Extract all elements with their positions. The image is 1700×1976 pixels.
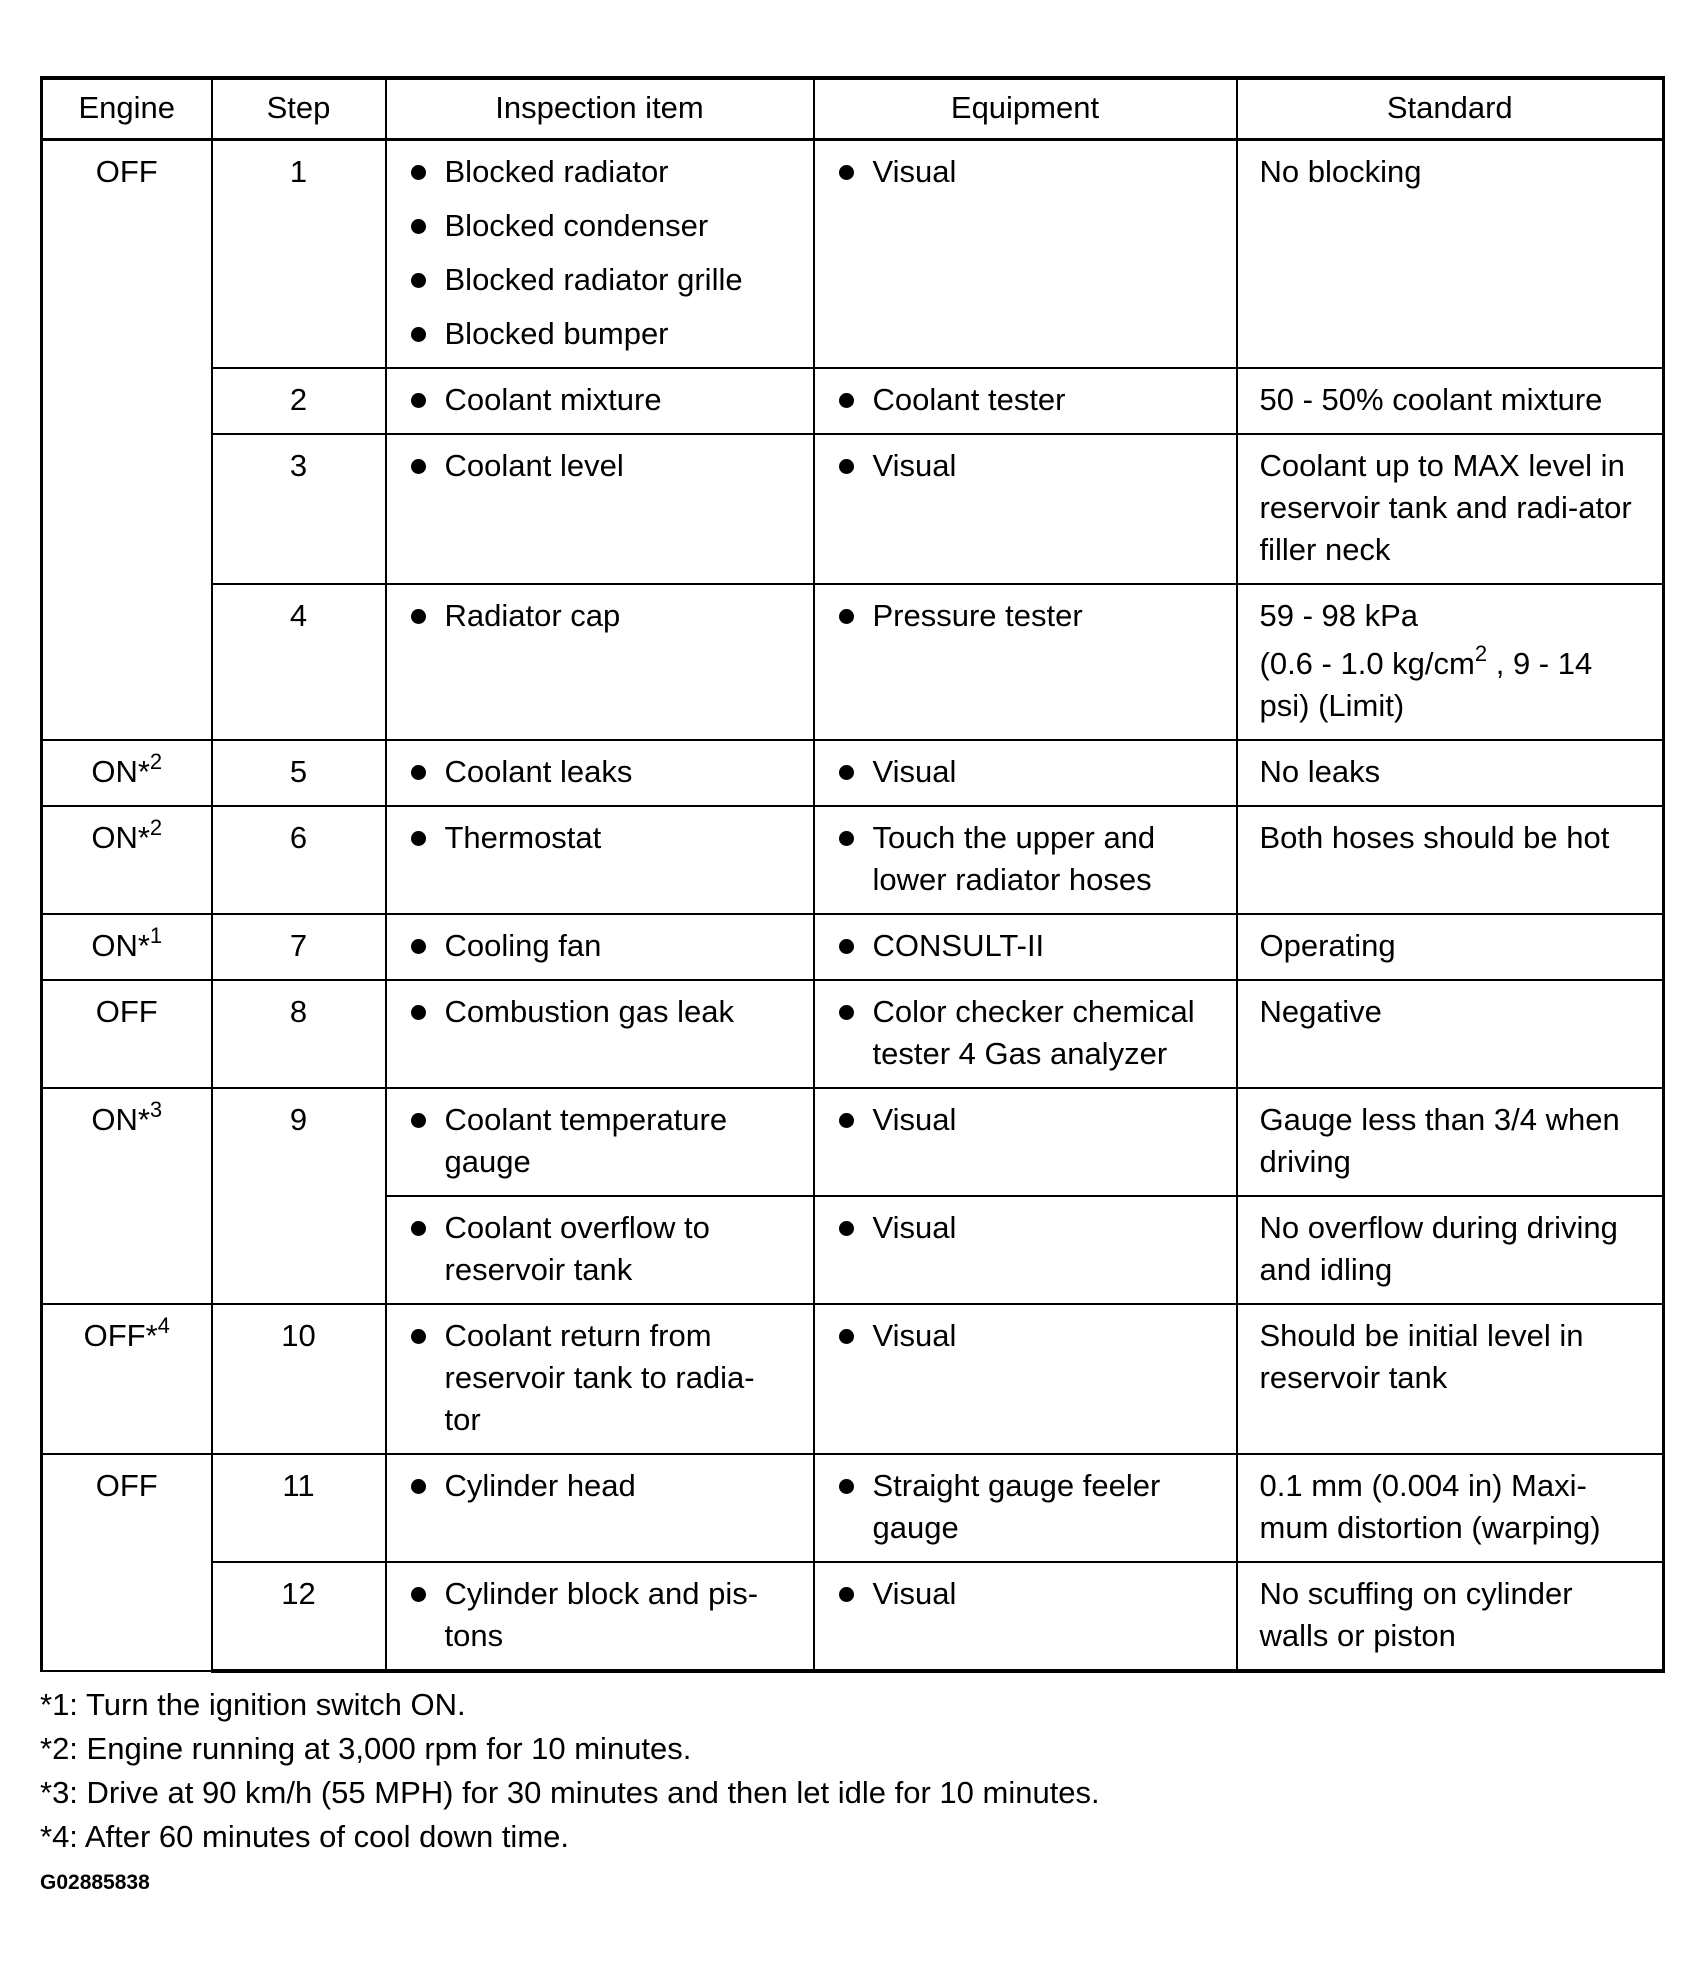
step-cell: 4 bbox=[212, 584, 386, 740]
footnote-ref: 2 bbox=[149, 814, 163, 840]
engine-state: ON* bbox=[91, 754, 150, 789]
engine-cell bbox=[42, 1304, 212, 1454]
footnote-ref: 2 bbox=[149, 748, 163, 774]
engine-state: ON* bbox=[91, 1102, 150, 1137]
table-row bbox=[42, 980, 1664, 1088]
inspection-item-cell bbox=[386, 806, 814, 914]
inspection-item-cell bbox=[386, 1196, 814, 1304]
list-item: Blocked radiator bbox=[409, 151, 791, 193]
step-cell: 8 bbox=[212, 980, 386, 1088]
list-item: Cylinder block and pis-tons bbox=[409, 1573, 791, 1657]
table-row bbox=[42, 806, 1664, 914]
equipment-cell bbox=[814, 584, 1237, 740]
step-cell: 10 bbox=[212, 1304, 386, 1454]
step-cell: 11 bbox=[212, 1454, 386, 1562]
list-item: Coolant temperature gauge bbox=[409, 1099, 791, 1183]
list-item: Cooling fan bbox=[409, 925, 791, 967]
list-item: Visual bbox=[837, 1207, 1214, 1249]
header-engine: Engine bbox=[42, 78, 212, 140]
table-row bbox=[42, 1088, 1664, 1196]
standard-cell: Coolant up to MAX level in reservoir tank and radi-ator filler neck bbox=[1237, 434, 1664, 584]
list-item: Visual bbox=[837, 151, 1214, 193]
figure-id: G02885838 bbox=[40, 1871, 150, 1894]
standard-cell: No overflow during driving and idling bbox=[1237, 1196, 1664, 1304]
list-item: Blocked bumper bbox=[409, 313, 791, 355]
equipment-cell bbox=[814, 1196, 1237, 1304]
inspection-item-cell bbox=[386, 914, 814, 980]
footnote: *4: After 60 minutes of cool down time. bbox=[40, 1819, 569, 1854]
list-item: Coolant tester bbox=[837, 379, 1214, 421]
list-item: Visual bbox=[837, 751, 1214, 793]
superscript: 2 bbox=[1474, 640, 1488, 666]
standard-cell: No leaks bbox=[1237, 740, 1664, 806]
engine-state: ON* bbox=[91, 928, 150, 963]
inspection-item-cell bbox=[386, 1562, 814, 1671]
standard-cell: Gauge less than 3/4 when driving bbox=[1237, 1088, 1664, 1196]
engine-state: OFF* bbox=[83, 1318, 158, 1353]
standard-text: (0.6 - 1.0 kg/cm bbox=[1259, 646, 1475, 681]
table-row bbox=[42, 584, 1664, 740]
equipment-cell bbox=[814, 434, 1237, 584]
step-cell: 7 bbox=[212, 914, 386, 980]
list-item: Straight gauge feeler gauge bbox=[837, 1465, 1214, 1549]
standard-cell: Should be initial level in reservoir tank bbox=[1237, 1304, 1664, 1454]
standard-cell: Negative bbox=[1237, 980, 1664, 1088]
standard-cell bbox=[1237, 584, 1664, 740]
equipment-cell bbox=[814, 1562, 1237, 1671]
footnotes bbox=[40, 1683, 1662, 1859]
table-row bbox=[42, 140, 1664, 369]
equipment-cell bbox=[814, 1454, 1237, 1562]
engine-cell: OFF bbox=[42, 1454, 212, 1671]
standard-cell: Operating bbox=[1237, 914, 1664, 980]
footnote: *1: Turn the ignition switch ON. bbox=[40, 1687, 466, 1722]
list-item: Touch the upper and lower radiator hoses bbox=[837, 817, 1214, 901]
step-cell: 6 bbox=[212, 806, 386, 914]
inspection-table bbox=[40, 76, 1665, 1673]
list-item: Cylinder head bbox=[409, 1465, 791, 1507]
list-item: Blocked radiator grille bbox=[409, 259, 791, 301]
list-item: Coolant return from reservoir tank to radia-tor bbox=[409, 1315, 791, 1441]
table-row bbox=[42, 1304, 1664, 1454]
step-cell: 12 bbox=[212, 1562, 386, 1671]
list-item: Radiator cap bbox=[409, 595, 791, 637]
table-row bbox=[42, 1562, 1664, 1671]
list-item: Visual bbox=[837, 445, 1214, 487]
step-cell: 5 bbox=[212, 740, 386, 806]
list-item: Thermostat bbox=[409, 817, 791, 859]
table-row bbox=[42, 368, 1664, 434]
footnote: *3: Drive at 90 km/h (55 MPH) for 30 minutes and then let idle for 10 minutes. bbox=[40, 1775, 1100, 1810]
list-item: Blocked condenser bbox=[409, 205, 791, 247]
standard-cell: 0.1 mm (0.004 in) Maxi-mum distortion (warping) bbox=[1237, 1454, 1664, 1562]
equipment-cell bbox=[814, 980, 1237, 1088]
table-row bbox=[42, 740, 1664, 806]
list-item: Visual bbox=[837, 1573, 1214, 1615]
list-item: Coolant mixture bbox=[409, 379, 791, 421]
engine-cell: OFF bbox=[42, 980, 212, 1088]
list-item: Coolant overflow to reservoir tank bbox=[409, 1207, 791, 1291]
standard-cell: 50 - 50% coolant mixture bbox=[1237, 368, 1664, 434]
inspection-item-cell bbox=[386, 1454, 814, 1562]
standard-cell: No scuffing on cylinder walls or piston bbox=[1237, 1562, 1664, 1671]
inspection-item-cell bbox=[386, 434, 814, 584]
engine-cell bbox=[42, 914, 212, 980]
equipment-cell bbox=[814, 1304, 1237, 1454]
engine-cell bbox=[42, 1088, 212, 1304]
header-inspection-item: Inspection item bbox=[386, 78, 814, 140]
header-step: Step bbox=[212, 78, 386, 140]
equipment-cell bbox=[814, 740, 1237, 806]
step-cell: 2 bbox=[212, 368, 386, 434]
list-item: Pressure tester bbox=[837, 595, 1214, 637]
list-item: Visual bbox=[837, 1099, 1214, 1141]
list-item: Coolant leaks bbox=[409, 751, 791, 793]
footnote: *2: Engine running at 3,000 rpm for 10 minutes. bbox=[40, 1731, 692, 1766]
standard-line: 59 - 98 kPa bbox=[1259, 598, 1419, 633]
inspection-item-cell bbox=[386, 1088, 814, 1196]
engine-state: ON* bbox=[91, 820, 150, 855]
header-standard: Standard bbox=[1237, 78, 1664, 140]
inspection-item-cell bbox=[386, 980, 814, 1088]
equipment-cell bbox=[814, 914, 1237, 980]
standard-line bbox=[1259, 640, 1641, 727]
header-row bbox=[42, 78, 1664, 140]
equipment-cell bbox=[814, 1088, 1237, 1196]
inspection-item-cell bbox=[386, 584, 814, 740]
inspection-item-cell bbox=[386, 740, 814, 806]
footnote-ref: 4 bbox=[157, 1312, 170, 1338]
footnote-ref: 1 bbox=[149, 922, 163, 948]
list-item: Visual bbox=[837, 1315, 1214, 1357]
equipment-cell bbox=[814, 140, 1237, 369]
table-row bbox=[42, 434, 1664, 584]
standard-cell: Both hoses should be hot bbox=[1237, 806, 1664, 914]
engine-cell bbox=[42, 740, 212, 806]
inspection-item-cell bbox=[386, 140, 814, 369]
table-row bbox=[42, 1454, 1664, 1562]
header-equipment: Equipment bbox=[814, 78, 1237, 140]
step-cell: 3 bbox=[212, 434, 386, 584]
step-cell: 1 bbox=[212, 140, 386, 369]
engine-cell bbox=[42, 806, 212, 914]
equipment-cell bbox=[814, 368, 1237, 434]
step-cell: 9 bbox=[212, 1088, 386, 1304]
inspection-item-cell bbox=[386, 368, 814, 434]
standard-cell: No blocking bbox=[1237, 140, 1664, 369]
table-row bbox=[42, 914, 1664, 980]
footnote-ref: 3 bbox=[149, 1096, 163, 1122]
standard-text: , 9 - 14 psi) (Limit) bbox=[1259, 646, 1593, 723]
list-item: Color checker chemical tester 4 Gas analyzer bbox=[837, 991, 1214, 1075]
inspection-item-cell bbox=[386, 1304, 814, 1454]
engine-cell: OFF bbox=[42, 140, 212, 741]
list-item: Combustion gas leak bbox=[409, 991, 791, 1033]
document bbox=[40, 76, 1662, 1897]
equipment-cell bbox=[814, 806, 1237, 914]
list-item: CONSULT-II bbox=[837, 925, 1214, 967]
list-item: Coolant level bbox=[409, 445, 791, 487]
